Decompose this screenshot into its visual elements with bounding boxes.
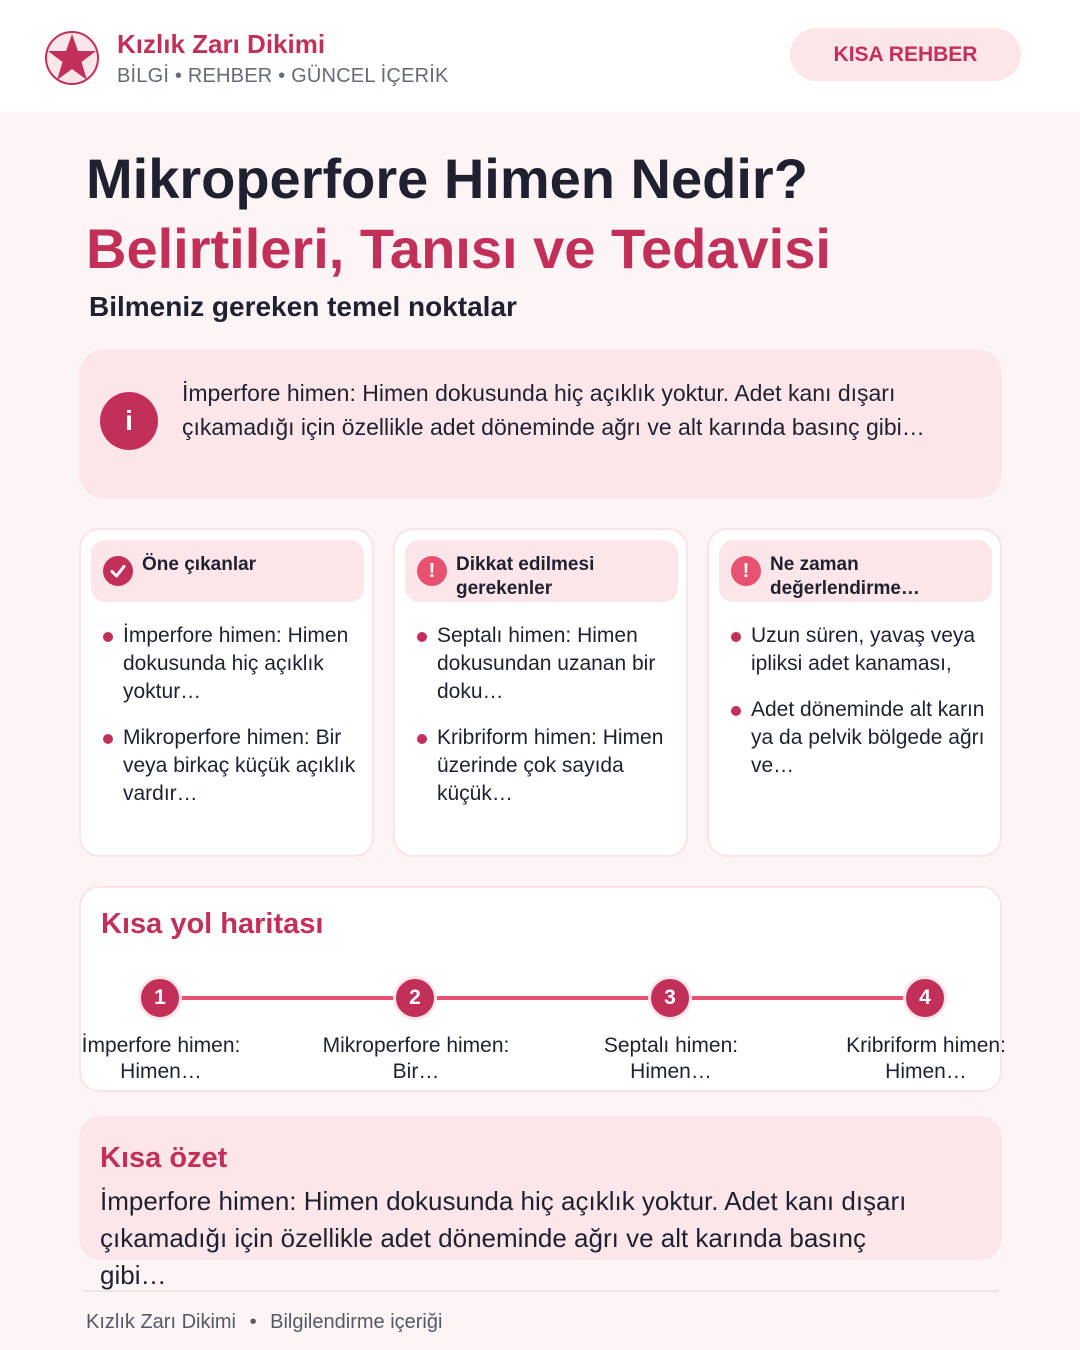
brand-subtitle: BİLGİ • REHBER • GÜNCEL İÇERİK bbox=[117, 65, 449, 87]
info-icon: i bbox=[100, 392, 158, 450]
card-header bbox=[91, 540, 364, 602]
header bbox=[0, 0, 1080, 112]
page-subtitle: Bilmeniz gereken temel noktalar bbox=[89, 291, 517, 322]
list-item-text: Mikroperfore himen: Bir veya birkaç küçük açıklık vardır… bbox=[123, 726, 356, 805]
bullet-icon bbox=[417, 734, 427, 744]
info-text: İmperfore himen: Himen dokusunda hiç açıklık yoktur. Adet kanı dışarı çıkamadığı için özellikle adet döneminde ağrı ve alt karında basınç gibi… bbox=[182, 380, 925, 440]
card-list bbox=[103, 622, 368, 826]
star-seal-icon bbox=[44, 28, 100, 88]
list-item bbox=[731, 622, 996, 678]
card-highlights bbox=[79, 528, 374, 857]
summary-text: İmperfore himen: Himen dokusunda hiç açıklık yoktur. Adet kanı dışarı çıkamadığı için özellikle adet döneminde ağrı ve alt karında basınç gibi… bbox=[100, 1186, 907, 1290]
card-list bbox=[731, 622, 996, 798]
list-item bbox=[731, 696, 996, 780]
list-item-text: Uzun süren, yavaş veya ipliksi adet kanaması, bbox=[751, 624, 976, 675]
footer-note: Bilgilendirme içeriği bbox=[270, 1311, 443, 1333]
roadmap-connector bbox=[161, 996, 927, 1000]
brand-title: Kızlık Zarı Dikimi bbox=[117, 29, 326, 59]
card-header bbox=[405, 540, 678, 602]
alert-icon: ! bbox=[731, 556, 761, 586]
card-header bbox=[719, 540, 992, 602]
page-title-highlight: Belirtileri, Tanısı ve Tedavisi bbox=[86, 217, 831, 280]
footer-divider bbox=[83, 1290, 999, 1292]
roadmap-step-label: Septalı himen: Himen… bbox=[603, 1034, 739, 1083]
info-box bbox=[79, 349, 1002, 499]
roadmap-step-label: Kribriform himen: Himen… bbox=[846, 1034, 1006, 1083]
bullet-icon bbox=[731, 632, 741, 642]
footer bbox=[86, 1311, 442, 1334]
card-title: Öne çıkanlar bbox=[142, 554, 257, 575]
card-title: Ne zaman değerlendirme… bbox=[770, 554, 920, 599]
card-cautions bbox=[393, 528, 688, 857]
list-item-text: Septalı himen: Himen dokusundan uzanan bir doku… bbox=[437, 624, 656, 703]
footer-brand: Kızlık Zarı Dikimi bbox=[86, 1311, 236, 1333]
card-list bbox=[417, 622, 682, 826]
list-item bbox=[417, 724, 682, 808]
summary-title: Kısa özet bbox=[100, 1142, 228, 1174]
roadmap-step-label: Mikroperfore himen: Bir… bbox=[322, 1034, 510, 1083]
alert-icon: ! bbox=[417, 556, 447, 586]
check-circle-icon bbox=[103, 556, 133, 586]
card-when-to-evaluate bbox=[707, 528, 1002, 857]
roadmap-step-3: 3 bbox=[648, 976, 692, 1020]
list-item-text: İmperfore himen: Himen dokusunda hiç açıklık yoktur… bbox=[123, 624, 349, 703]
bullet-icon bbox=[103, 632, 113, 642]
summary-section bbox=[79, 1116, 1002, 1290]
roadmap-step-2: 2 bbox=[393, 976, 437, 1020]
bullet-icon bbox=[103, 734, 113, 744]
roadmap-step-4: 4 bbox=[903, 976, 947, 1020]
list-item-text: Adet döneminde alt karın ya da pelvik bölgede ağrı ve… bbox=[751, 698, 985, 777]
list-item bbox=[103, 622, 368, 706]
roadmap-step-1: 1 bbox=[138, 976, 182, 1020]
list-item-text: Kribriform himen: Himen üzerinde çok sayıda küçük… bbox=[437, 726, 664, 805]
roadmap-title: Kısa yol haritası bbox=[101, 908, 324, 940]
bullet-icon bbox=[731, 706, 741, 716]
card-title: Dikkat edilmesi gerekenler bbox=[456, 554, 595, 599]
page-title: Mikroperfore Himen Nedir? bbox=[86, 147, 808, 210]
roadmap-step-label: İmperfore himen: Himen… bbox=[81, 1034, 241, 1083]
list-item bbox=[417, 622, 682, 706]
footer-separator: • bbox=[249, 1311, 257, 1333]
list-item bbox=[103, 724, 368, 808]
bullet-icon bbox=[417, 632, 427, 642]
roadmap-section bbox=[79, 886, 1006, 1092]
short-guide-badge[interactable]: KISA REHBER bbox=[790, 28, 1021, 81]
